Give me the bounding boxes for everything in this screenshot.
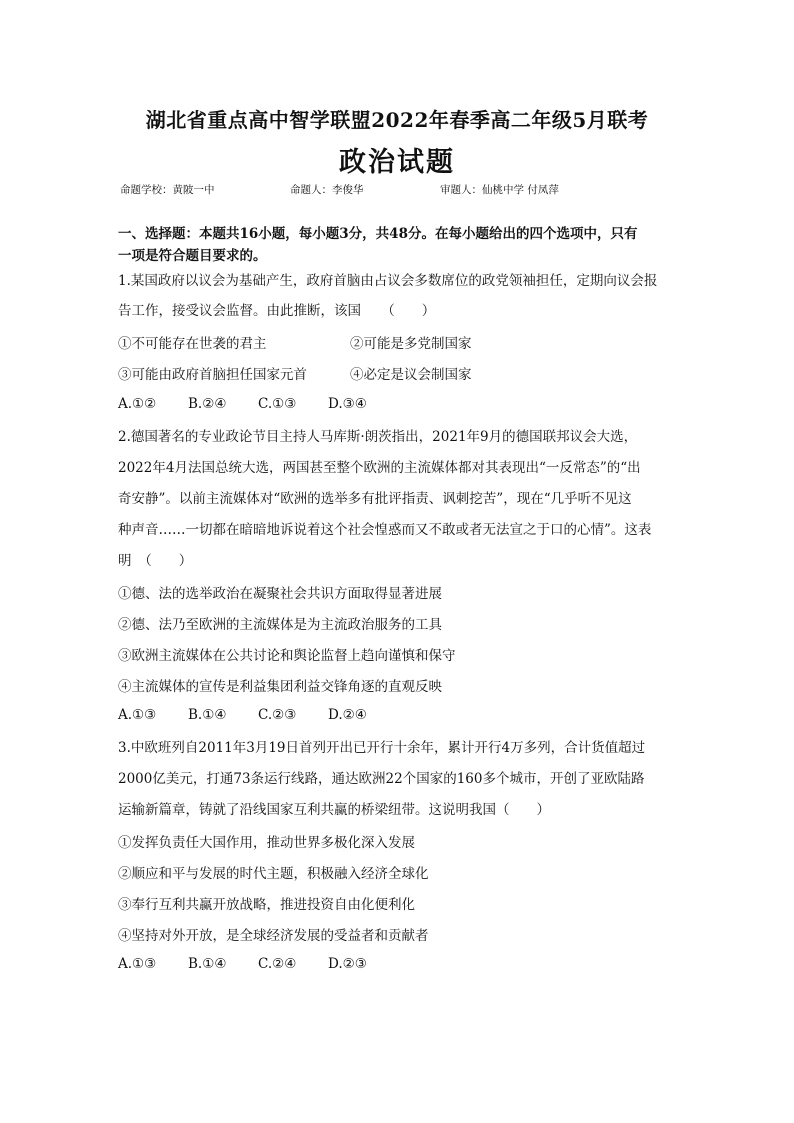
q3-stem-line1: 3.中欧班列自2011年3月19日首列开出已开行十余年，累计开行4万多列，合计货值超过: [118, 740, 646, 756]
exam-subtitle: 政治试题: [339, 147, 455, 178]
q3-choice-d: D.②③: [328, 956, 367, 972]
q1-choices: [118, 396, 678, 412]
section-heading-line1: 一、选择题：本题共16小题，每小题3分，共48分。在每小题给出的四个选项中，只有: [118, 226, 638, 242]
q2-option-3: ③欧洲主流媒体在公共讨论和舆论监督上趋向谨慎和保守: [118, 648, 456, 664]
q2-stem-line2: 2022年4月法国总统大选，两国甚至整个欧洲的主流媒体都对其表现出“一反常态”的“出: [118, 460, 641, 476]
q1-options-row1: [118, 332, 678, 352]
q1-options-row2: [118, 363, 678, 383]
q3-stem-line3: 运输新篇章，铸就了沿线国家互利共赢的桥梁纽带。这说明我国（ ）: [118, 802, 550, 818]
q2-stem-line3: 奇安静”。以前主流媒体对“欧洲的选举多有批评指责、讽刺挖苦”，现在“几乎听不见这: [118, 491, 632, 507]
meta-author: 命题人：李俊华: [290, 184, 364, 196]
meta-school: 命题学校：黄陂一中: [120, 184, 215, 196]
q3-choice-a: A.①③: [118, 956, 157, 972]
exam-meta: [120, 182, 680, 197]
q1-choice-a: A.①②: [118, 396, 157, 412]
q2-option-2: ②德、法乃至欧洲的主流媒体是为主流政治服务的工具: [118, 617, 442, 633]
q1-stem-line1: 1.某国政府以议会为基础产生，政府首脑由占议会多数席位的政党领袖担任，定期向议会报: [118, 273, 658, 289]
meta-reviewer: 审题人：仙桃中学 付凤萍: [440, 184, 559, 196]
q3-option-3: ③奉行互利共赢开放战略，推进投资自由化便利化: [118, 897, 415, 913]
q1-option-3: ③可能由政府首脑担任国家元首: [118, 367, 307, 383]
q2-choices: [118, 707, 678, 723]
q1-option-4: ④必定是议会制国家: [350, 367, 472, 383]
q3-choices: [118, 956, 678, 972]
q1-stem-line2: 告工作，接受议会监督。由此推断，该国 （ ）: [118, 303, 436, 319]
q2-stem-line4: 种声音……一切都在暗暗地诉说着这个社会惶惑而又不敢或者无法宣之于口的心情”。这表: [118, 522, 652, 538]
q3-option-2: ②顺应和平与发展的时代主题，积极融入经济全球化: [118, 866, 429, 882]
q1-choice-c: C.①③: [258, 396, 297, 412]
q3-choice-c: C.②④: [258, 956, 297, 972]
q2-stem-line1: 2.德国著名的专业政论节目主持人马库斯·朗茨指出，2021年9月的德国联邦议会大选，: [118, 429, 638, 445]
q3-choice-b: B.①④: [188, 956, 227, 972]
q2-choice-c: C.②③: [258, 707, 297, 723]
q2-option-1: ①德、法的选举政治在凝聚社会共识方面取得显著进展: [118, 586, 442, 602]
q2-stem-line5: 明 （ ）: [118, 553, 193, 569]
q1-option-2: ②可能是多党制国家: [350, 336, 472, 352]
section-heading-line2: 一项是符合题目要求的。: [118, 248, 267, 264]
exam-title: 湖北省重点高中智学联盟2022年春季高二年级5月联考: [145, 108, 649, 132]
q3-option-1: ①发挥负责任大国作用，推动世界多极化深入发展: [118, 835, 415, 851]
q3-option-4: ④坚持对外开放，是全球经济发展的受益者和贡献者: [118, 928, 429, 944]
q3-stem-line2: 2000亿美元，打通73条运行线路，通达欧洲22个国家的160多个城市，开创了亚欧陆路: [118, 771, 645, 787]
q1-option-1: ①不可能存在世袭的君主: [118, 336, 267, 352]
q2-option-4: ④主流媒体的宣传是利益集团利益交锋角逐的直观反映: [118, 679, 442, 695]
q2-choice-d: D.②④: [328, 707, 367, 723]
q2-choice-b: B.①④: [188, 707, 227, 723]
q1-choice-b: B.②④: [188, 396, 227, 412]
q2-choice-a: A.①③: [118, 707, 157, 723]
q1-choice-d: D.③④: [328, 396, 367, 412]
